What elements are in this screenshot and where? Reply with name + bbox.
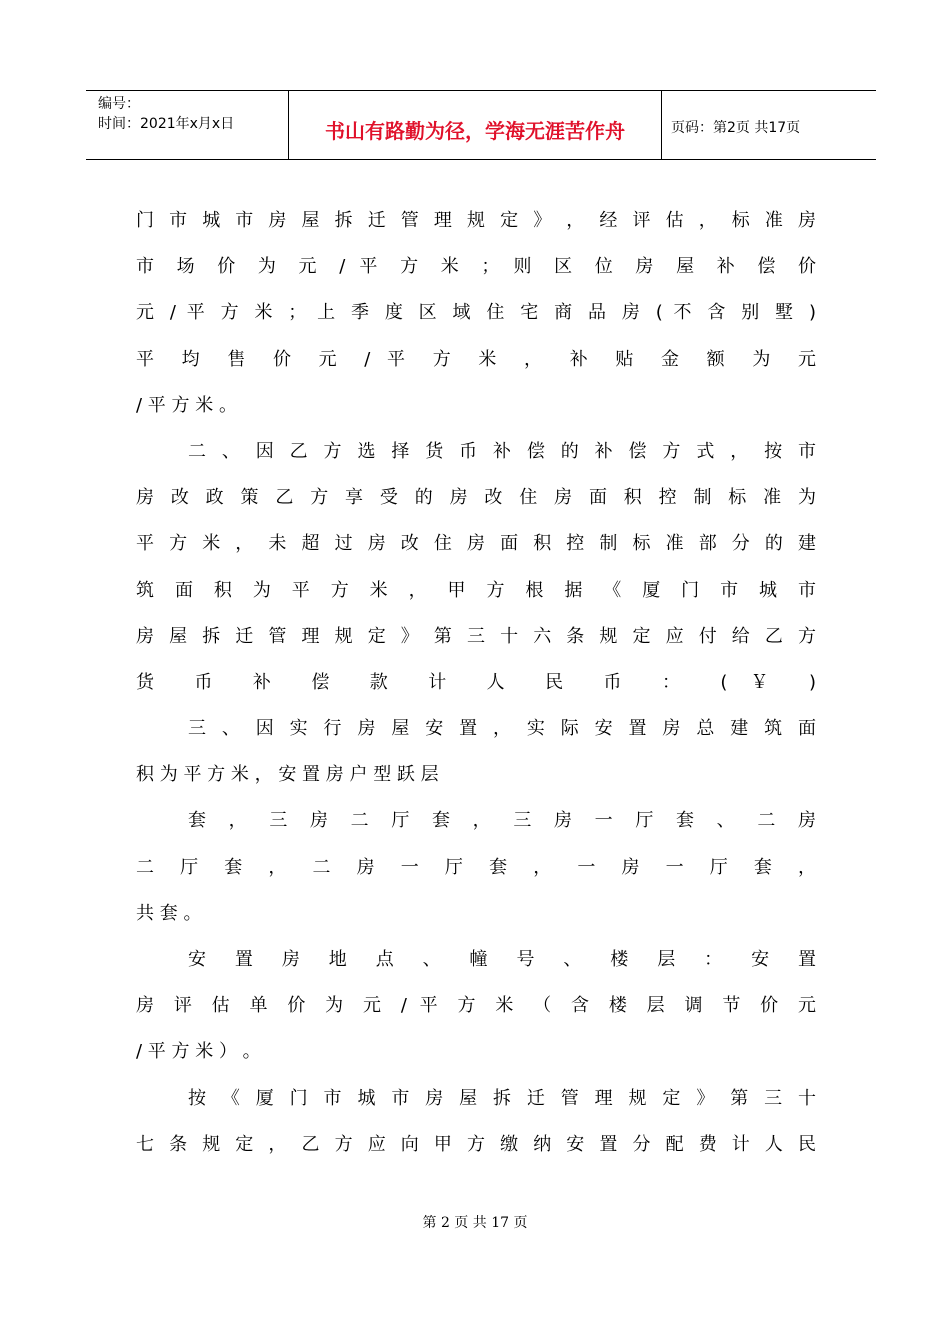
body-text-line: 二 、 因 乙 方 选 择 货 币 补 偿 的 补 偿 方 式 ， 按 市 [188, 440, 816, 462]
body-text-line: 套 ， 三 房 二 厅 套 ， 三 房 一 厅 套 、 二 房 [188, 810, 816, 832]
document-number-label: 编号： [98, 96, 140, 112]
body-text-line: 共 套 。 [136, 902, 202, 924]
body-text-line: / 平 方 米 。 [136, 394, 237, 416]
header-motto: 书山有路勤为径，学海无涯苦作舟 [325, 119, 625, 143]
body-text-line: 筑 面 积 为 平 方 米 ， 甲 方 根 据 《 厦 门 市 城 市 [136, 579, 816, 601]
body-text-line: 房 评 估 单 价 为 元 / 平 方 米 （ 含 楼 层 调 节 价 元 [136, 995, 816, 1017]
header-motto-cell [289, 91, 662, 159]
body-text-line: 七 条 规 定 ， 乙 方 应 向 甲 方 缴 纳 安 置 分 配 费 计 人 民 [136, 1133, 816, 1155]
body-text-line: 平 方 米 ， 未 超 过 房 改 住 房 面 积 控 制 标 准 部 分 的 建 [136, 533, 816, 555]
document-body [136, 198, 816, 1168]
body-text-line: 货 币 补 偿 款 计 人 民 币 ： ( ￥ ) [136, 671, 816, 693]
body-text-line: 房 屋 拆 迁 管 理 规 定 》 第 三 十 六 条 规 定 应 付 给 乙 方 [136, 625, 816, 647]
body-text-line: / 平 方 米 ） 。 [136, 1041, 261, 1063]
header-page-cell [663, 91, 876, 159]
header-page-info: 页码：第2页 共17页 [671, 120, 801, 136]
body-text-line: 门 市 城 市 房 屋 拆 迁 管 理 规 定 》 ， 经 评 估 ， 标 准 房 [136, 210, 816, 231]
body-text-line: 房 改 政 策 乙 方 享 受 的 房 改 住 房 面 积 控 制 标 准 为 [136, 487, 816, 509]
page-footer: 第 2 页 共 17 页 [422, 1215, 528, 1231]
body-text-line: 安 置 房 地 点 、 幢 号 、 楼 层 ： 安 置 [188, 949, 816, 970]
body-text-line: 积 为 平 方 米 ， 安 置 房 户 型 跃 层 [136, 764, 439, 786]
body-text-line: 二 厅 套 ， 二 房 一 厅 套 ， 一 房 一 厅 套 ， [136, 856, 816, 878]
body-text-line: 市 场 价 为 元 / 平 方 米 ； 则 区 位 房 屋 补 偿 价 [136, 256, 816, 278]
body-text-line: 平 均 售 价 元 / 平 方 米 ， 补 贴 金 额 为 元 [136, 348, 816, 370]
document-time-label: 时间：2021年x月x日 [98, 116, 235, 132]
body-text-line: 元 / 平 方 米 ； 上 季 度 区 域 住 宅 商 品 房 ( 不 含 别 墅 ) [136, 302, 816, 324]
body-text-line: 按 《 厦 门 市 城 市 房 屋 拆 迁 管 理 规 定 》 第 三 十 [188, 1087, 816, 1109]
header-table [86, 90, 876, 160]
body-text-line: 三 、 因 实 行 房 屋 安 置 ， 实 际 安 置 房 总 建 筑 面 [188, 718, 816, 740]
header-meta-cell [86, 91, 289, 159]
